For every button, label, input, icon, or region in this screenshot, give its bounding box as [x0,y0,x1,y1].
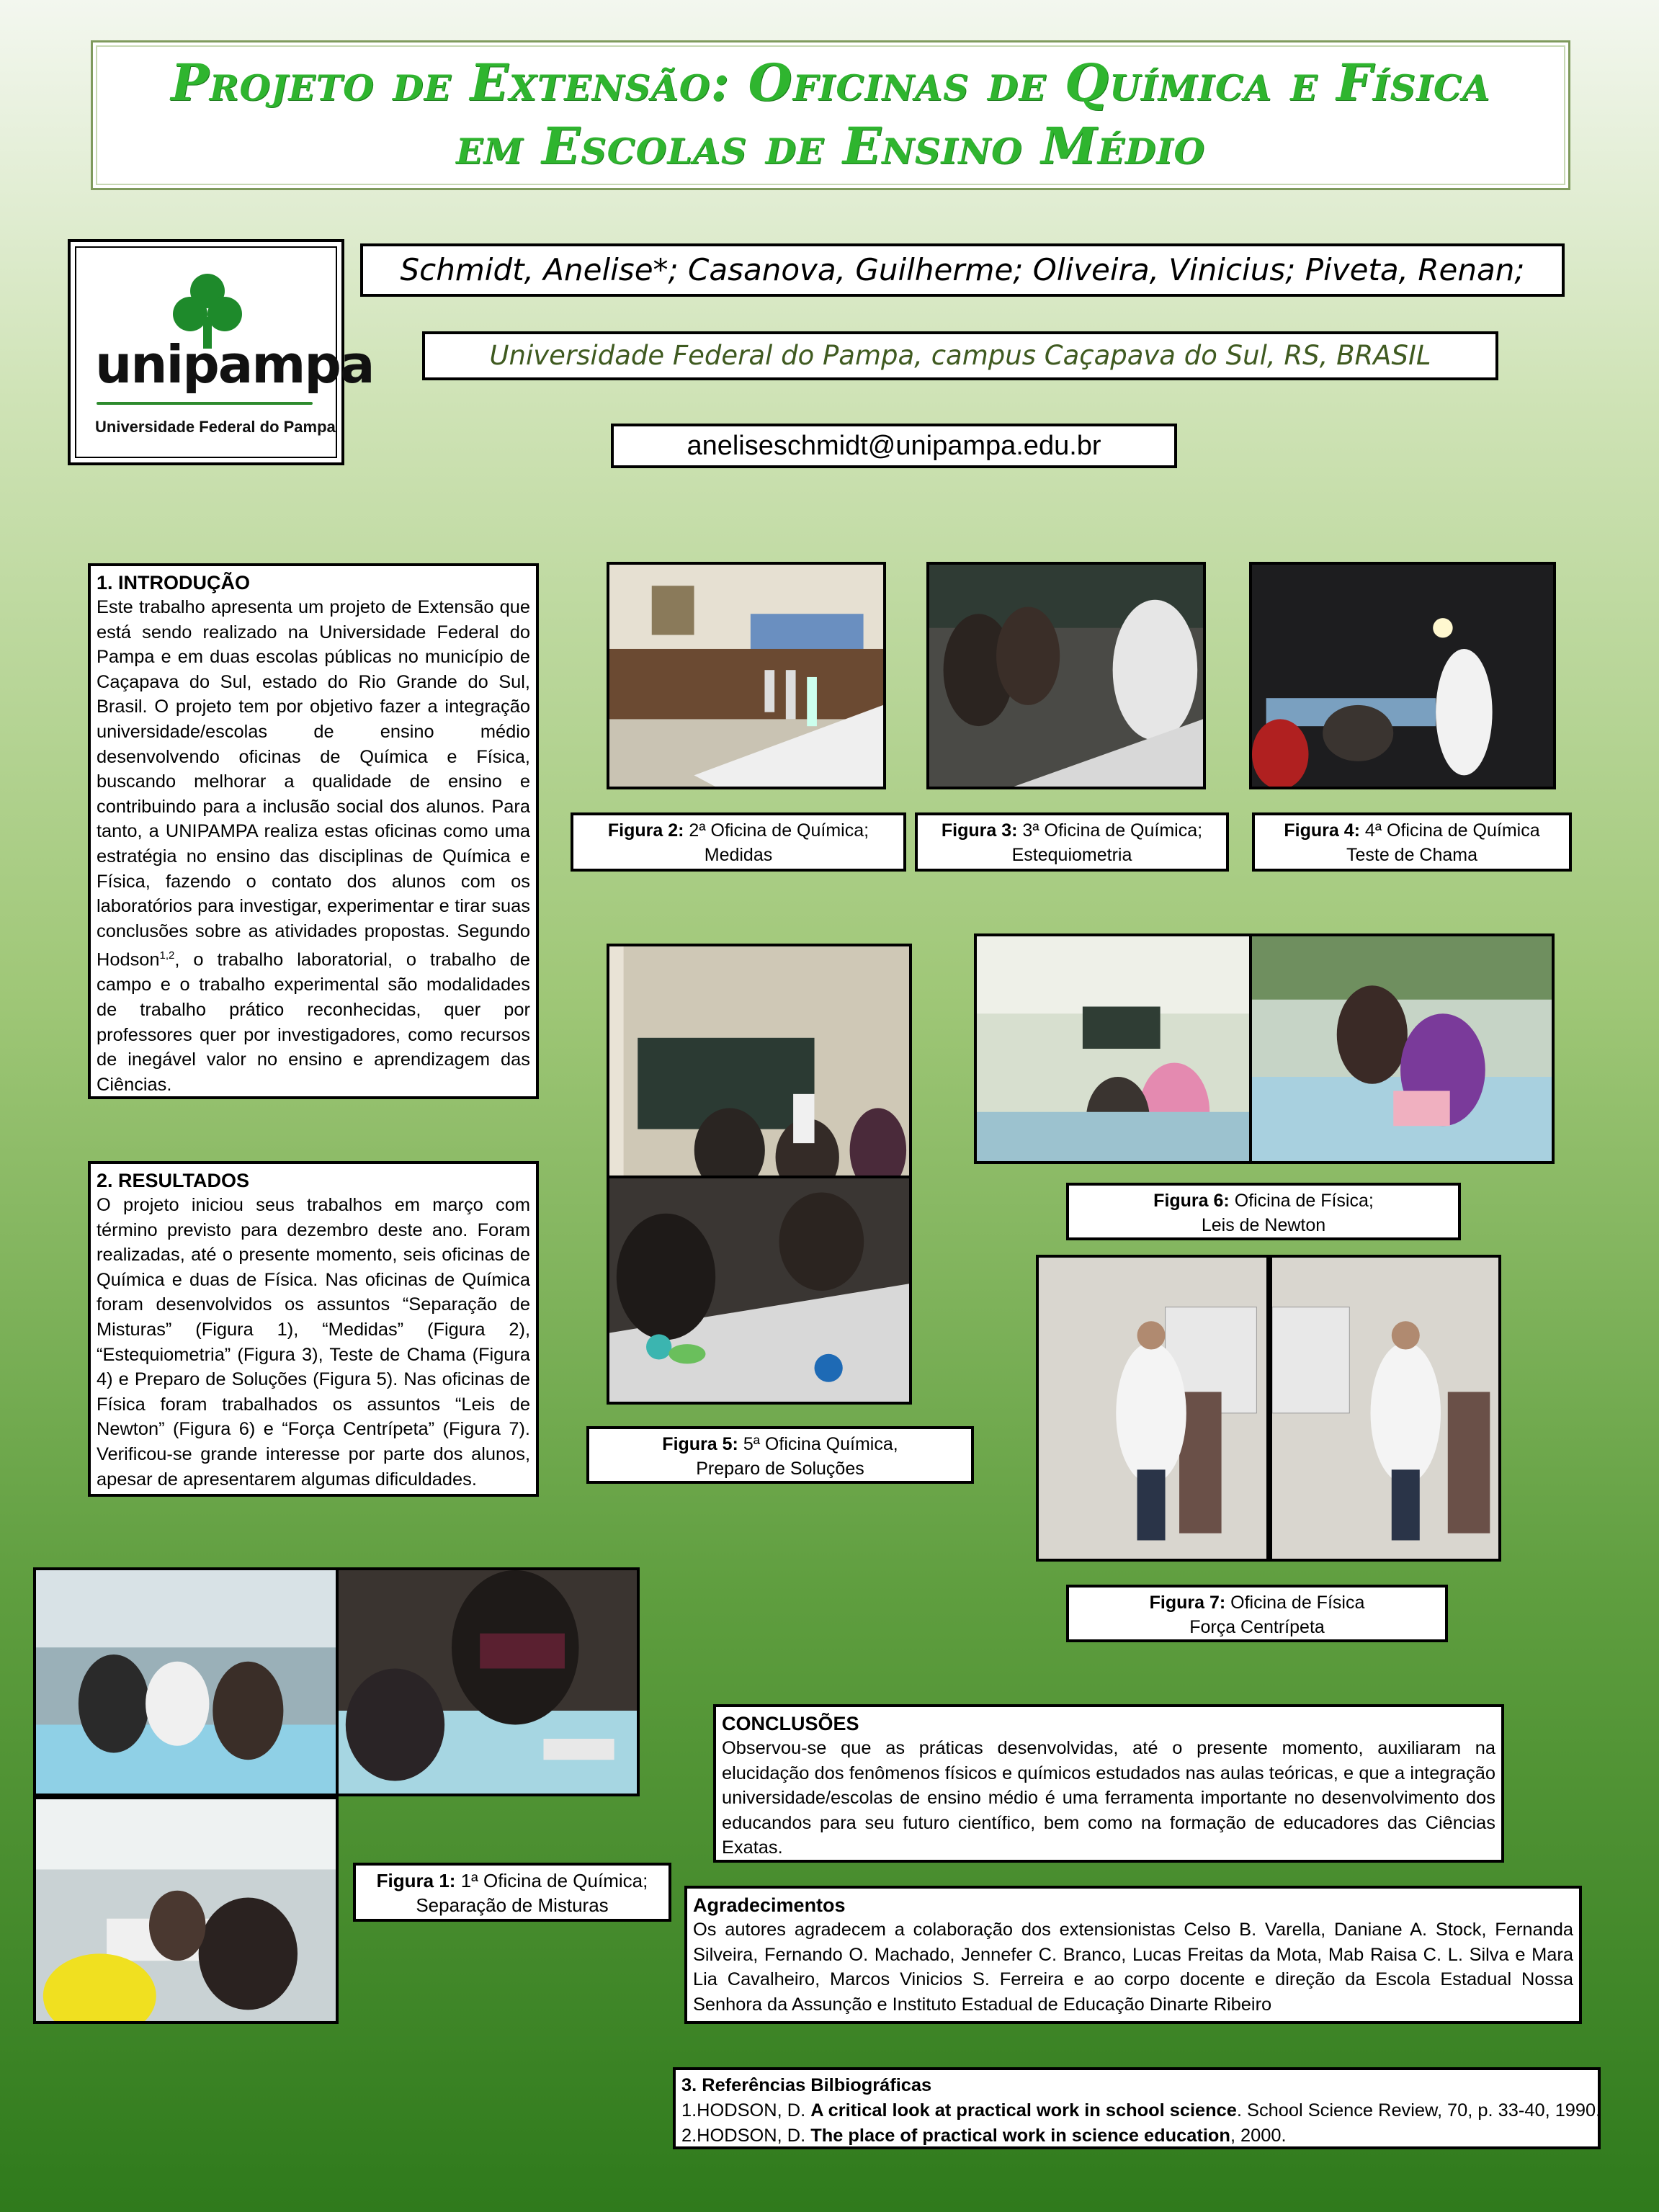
logo-subtitle: Universidade Federal do Pampa [95,418,336,436]
figure-7-subtitle: Força Centrípeta [1189,1617,1325,1637]
poster-title [91,40,1570,190]
conclusions-text: Observou-se que as práticas desenvolvidas, até o presente momento, auxiliaram na elucidação dos fenômenos físicos e químicos estudados nas aulas teóricas, e que a integração universidade/escolas de ensino médio é uma ferramenta importante no desenvolvimento dos educandos para seu futuro científico, bem como na formação de educadores das Ciências Exatas. [722,1738,1495,1858]
figure-2-caption [571,812,906,872]
figure-1-photo-c [33,1796,339,2024]
figure-2-label: Figura 2: [607,820,684,841]
logo-wordmark: unipampa [95,334,374,395]
figure-2-title: 2ª Oficina de Química; [684,820,869,841]
figure-3-subtitle: Estequiometria [1011,845,1132,865]
figure-6-photo-right [1249,933,1555,1164]
figure-3-label: Figura 3: [941,820,1018,841]
conclusions-heading: CONCLUSÕES [722,1713,859,1734]
figure-7-title: Oficina de Física [1225,1593,1365,1613]
introduction-text [97,595,530,1097]
title-line-2: em Escolas de Ensino Médio [455,116,1206,176]
reference-2-author: 2.HODSON, D. [681,2126,811,2146]
figure-3-photo [926,562,1206,789]
figure-4-caption [1252,812,1572,872]
figure-5-photo-bottom [607,1176,912,1405]
reference-2-source: , 2000. [1230,2126,1287,2146]
authors: Schmidt, Anelise*; Casanova, Guilherme; Oliveira, Vinicius; Piveta, Renan; [360,243,1565,297]
figure-6-photo-left [974,933,1252,1164]
figure-2-subtitle: Medidas [704,845,773,865]
figure-1-subtitle: Separação de Misturas [416,1894,609,1916]
results-text: O projeto iniciou seus trabalhos em março com término previsto para dezembro deste ano. Foram realizadas, até o presente momento, seis oficinas de Química e duas de Física. Nas oficinas de Química foram desenvolvidos os assuntos “Separação de Misturas” (Figura 1), “Medidas” (Figura 2), “Estequiometria” (Figura 3), Teste de Chama (Figura 4) e Preparo de Soluções (Figura 5). Nas oficinas de Física foram trabalhados os assuntos “Leis de Newton” (Figura 6) e “Força Centrípeta” (Figura 7). Verificou-se grande interesse por parte dos alunos, apesar de apresentarem algumas dificuldades. [97,1195,530,1490]
figure-6-caption [1066,1183,1461,1240]
results-heading: 2. RESULTADOS [97,1170,250,1191]
figure-3-title: 3ª Oficina de Química; [1017,820,1203,841]
introduction-text-b: , o trabalho laboratorial, o trabalho de campo e o trabalho experimental são modalidades de trabalho prático reconhecidas, quer por professores quer por investigadores, como recursos de inegável valor no ensino e aprendizagem das Ciências. [97,949,530,1095]
results-section [88,1161,539,1497]
reference-1-title: A critical look at practical work in school science [810,2100,1237,2121]
figure-4-subtitle: Teste de Chama [1346,845,1478,865]
figure-7-photo-left [1036,1255,1269,1562]
figure-5-caption [586,1426,974,1484]
reference-1-author: 1.HODSON, D. [681,2100,811,2121]
figure-4-photo [1249,562,1556,789]
introduction-section [88,563,539,1099]
figure-7-photo-right [1269,1255,1501,1562]
figure-1-title: 1ª Oficina de Química; [455,1870,648,1891]
figure-4-title: 4ª Oficina de Química [1359,820,1540,841]
figure-1-photo-a [33,1567,339,1796]
reference-2-title: The place of practical work in science education [810,2126,1230,2146]
figure-1-photo-b [336,1567,640,1796]
logo-underline [97,402,313,405]
figure-5-title: 5ª Oficina Química, [738,1434,898,1454]
conclusions-section [713,1704,1504,1863]
figure-1-caption [353,1863,671,1922]
figure-4-label: Figura 4: [1284,820,1360,841]
acknowledgements-heading: Agradecimentos [693,1894,846,1916]
figure-1-label: Figura 1: [376,1870,456,1891]
introduction-heading: 1. INTRODUÇÃO [97,572,251,594]
acknowledgements-section [684,1886,1582,2024]
figure-5-photo-top [607,944,912,1178]
reference-1-source: . School Science Review, 70, p. 33-40, 1990. [1236,2100,1601,2121]
figure-7-label: Figura 7: [1149,1593,1226,1613]
email[interactable]: aneliseschmidt@unipampa.edu.br [611,424,1177,468]
hodson-superscript: 1,2 [159,949,175,962]
figure-5-subtitle: Preparo de Soluções [696,1459,864,1479]
figure-5-label: Figura 5: [662,1434,738,1454]
figure-6-label: Figura 6: [1153,1191,1230,1211]
unipampa-logo [68,239,374,465]
university: Universidade Federal do Pampa, campus Caçapava do Sul, RS, BRASIL [422,331,1498,380]
figure-2-photo [607,562,886,789]
references-heading: 3. Referências Bilbiográficas [681,2075,932,2095]
acknowledgements-text: Os autores agradecem a colaboração dos extensionistas Celso B. Varella, Daniane A. Stock, Fernanda Silveira, Fernando O. Machado, Jennefer C. Branco, Lucas Freitas da Mota, Mab Raisa C. L. Silva e Mara Lia Cavalheiro, Marcos Vinicios S. Ferreira e ao corpo docente e direção da Escola Estadual Nossa Senhora da Assunção e Instituto Estadual de Educação Dinarte Ribeiro [693,1920,1573,2015]
title-line-1: Projeto de Extensão: Oficinas de Química e Física [171,53,1490,112]
reference-1 [681,2098,1601,2123]
figure-3-caption [915,812,1229,872]
figure-6-subtitle: Leis de Newton [1201,1215,1326,1235]
reference-2 [681,2123,1592,2149]
figure-6-title: Oficina de Física; [1229,1191,1374,1211]
introduction-text-a: Este trabalho apresenta um projeto de Extensão que está sendo realizado na Universidade Federal do Pampa e em duas escolas públicas no município de Caçapava do Sul, estado do Rio Grande do Sul, Brasil. O projeto tem por objetivo fazer a integração universidade/escolas de ensino médio desenvolvendo oficinas de Química e Física, buscando melhorar a qualidade de ensino e contribuindo para a inclusão social dos alunos. Para tanto, a UNIPAMPA realiza estas oficinas como uma estratégia no ensino das disciplinas de Química e Física, fazendo o contato dos alunos com os laboratórios para investigar, experimentar e tirar suas conclusões sobre as atividades propostas. Segundo Hodson [97,597,530,970]
figure-7-caption [1066,1585,1448,1642]
references-section [673,2067,1601,2149]
